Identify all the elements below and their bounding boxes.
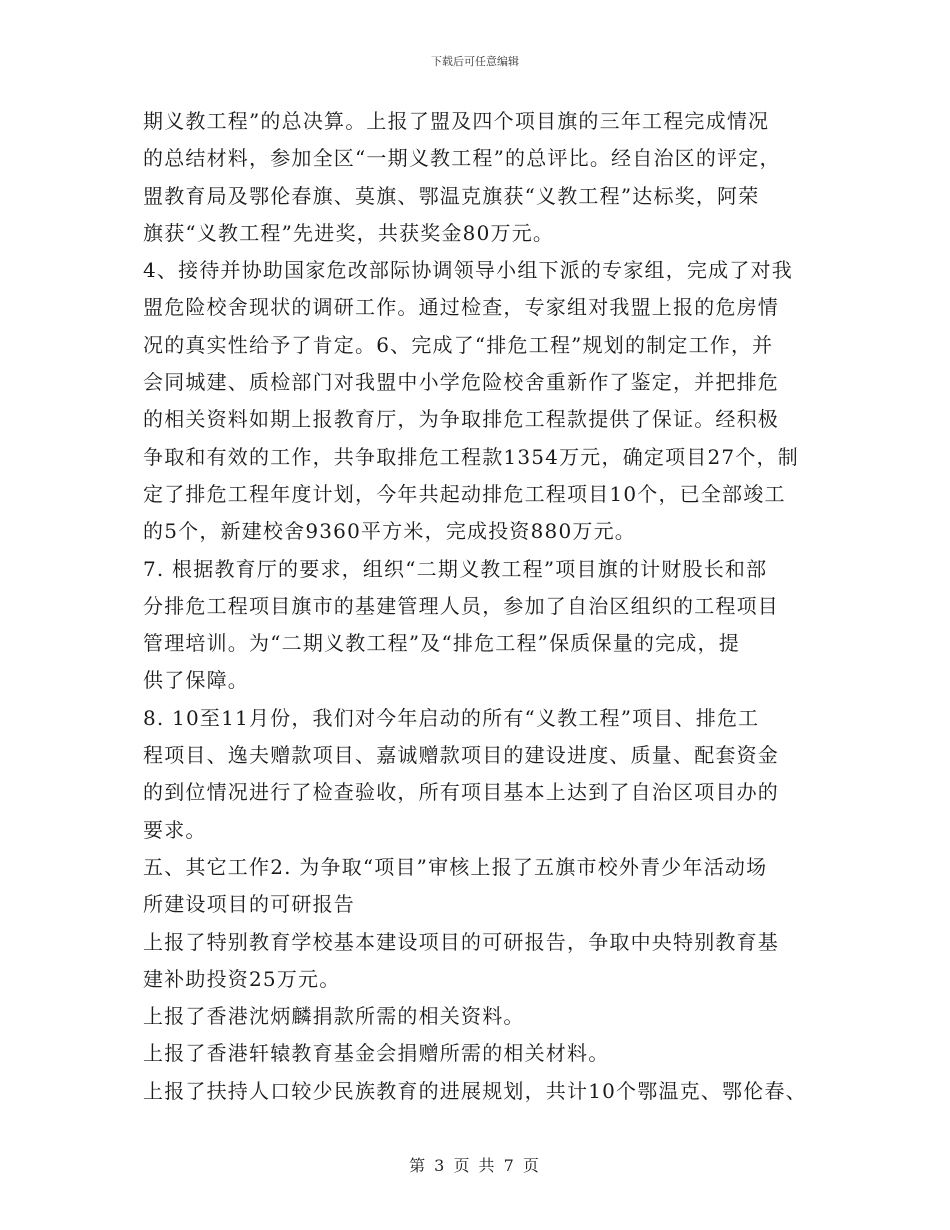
text-line: 况的真实性给予了肯定。6、完成了“排危工程”规划的制定工作，并: [143, 332, 774, 357]
text-line: 的5个，新建校舍9360平方米，完成投资880万元。: [143, 519, 636, 544]
text-line: 盟危险校舍现状的调研工作。通过检查，专家组对我盟上报的危房情: [143, 295, 779, 320]
text-line: 上报了特别教育学校基本建设项目的可研报告，争取中央特别教育基: [143, 929, 779, 954]
text-line: 7. 根据教育厅的要求，组织“二期义教工程”项目旗的计财股长和部: [143, 556, 768, 581]
text-line: 管理培训。为“二期义教工程”及“排危工程”保质保量的完成，提: [143, 631, 740, 656]
text-line: 4、接待并协助国家危改部际协调领导小组下派的专家组，完成了对我: [143, 258, 793, 283]
text-line: 旗获“义教工程”先进奖，共获奖金80万元。: [143, 220, 555, 245]
text-line: 分排危工程项目旗市的基建管理人员，参加了自治区组织的工程项目: [143, 593, 779, 618]
text-line: 会同城建、质检部门对我盟中小学危险校舍重新作了鉴定，并把排危: [143, 370, 779, 395]
text-line: 要求。: [143, 817, 207, 842]
page-number-footer: 第 3 页 共 7 页: [409, 1156, 541, 1175]
text-line: 上报了香港沈炳麟捐款所需的相关资料。: [143, 1004, 525, 1029]
text-line: 的相关资料如期上报教育厅，为争取排危工程款提供了保证。经积极: [143, 407, 779, 432]
document-body: [143, 103, 823, 1110]
text-line: 五、其它工作2. 为争取“项目”审核上报了五旗市校外青少年活动场: [143, 854, 768, 879]
text-line: 上报了扶持人口较少民族教育的进展规划，共计10个鄂温克、鄂伦春、: [143, 1078, 807, 1103]
text-line: 定了排危工程年度计划，今年共起动排危工程项目10个，已全部竣工: [143, 481, 786, 506]
text-line: 期义教工程”的总决算。上报了盟及四个项目旗的三年工程完成情况: [143, 109, 770, 133]
text-line: 的总结材料，参加全区“一期义教工程”的总评比。经自治区的评定，: [143, 146, 781, 171]
text-line: 争取和有效的工作，共争取排危工程款1354万元，确定项目27个，制: [143, 444, 799, 469]
text-line: 8. 10至11月份，我们对今年启动的所有“义教工程”项目、排危工: [143, 705, 760, 730]
text-line: 建补助投资25万元。: [143, 966, 341, 991]
text-line: 程项目、逸夫赠款项目、嘉诚赠款项目的建设进度、质量、配套资金: [143, 743, 779, 768]
page-header: 下载后可任意编辑: [431, 55, 519, 68]
text-line: 上报了香港轩辕教育基金会捐赠所需的相关材料。: [143, 1041, 610, 1066]
text-line: 盟教育局及鄂伦春旗、莫旗、鄂温克旗获“义教工程”达标奖，阿荣: [143, 183, 760, 208]
text-line: 供了保障。: [143, 668, 249, 693]
text-line: 所建设项目的可研报告: [143, 892, 355, 917]
text-line: 的到位情况进行了检查验收，所有项目基本上达到了自治区项目办的: [143, 780, 779, 805]
